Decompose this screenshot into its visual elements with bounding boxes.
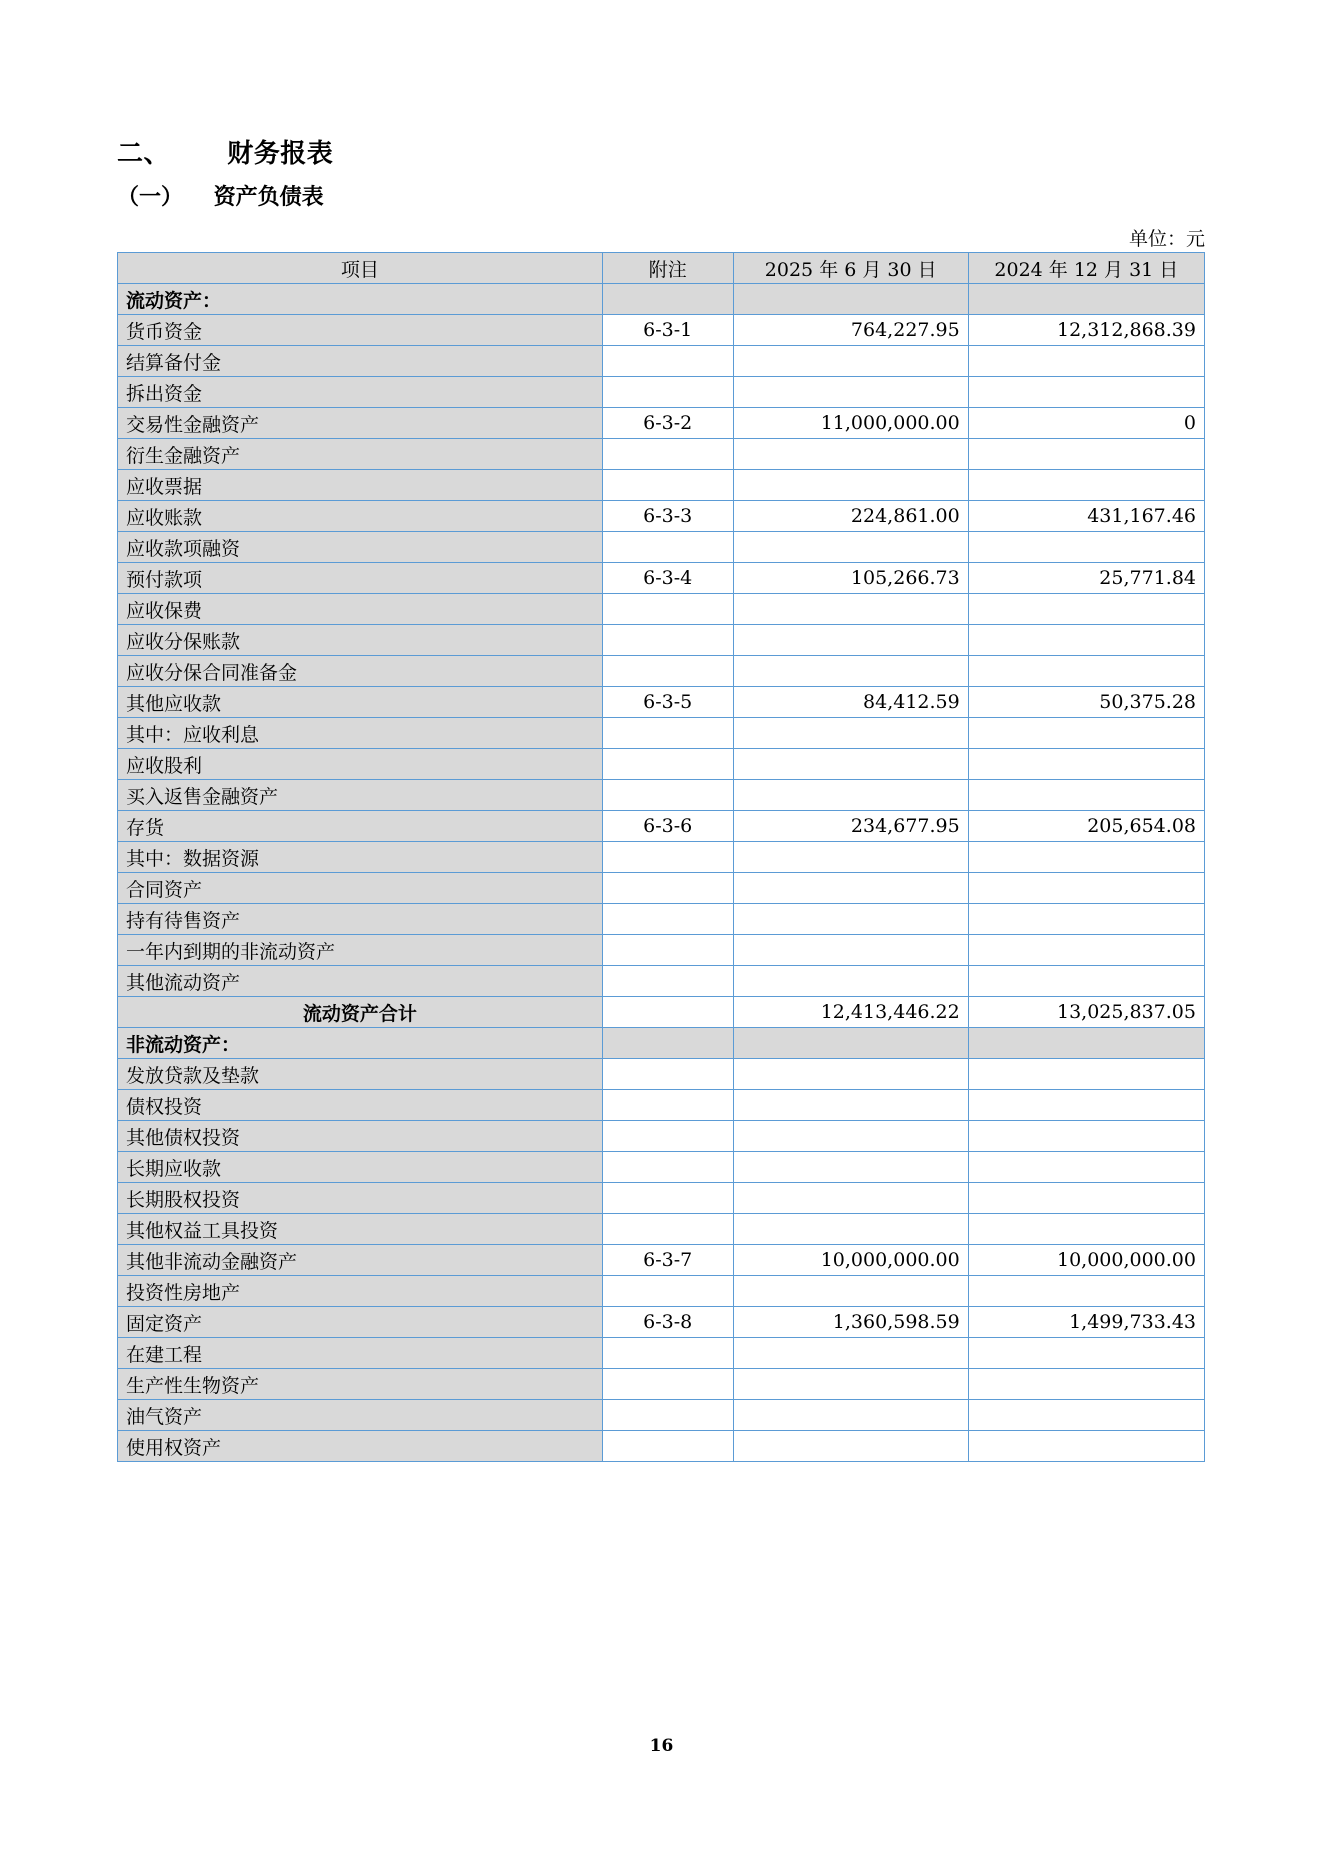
row-note-reference	[602, 470, 733, 501]
row-value-current-period	[733, 1276, 968, 1307]
table-row	[118, 1431, 1205, 1462]
row-value-previous-period	[968, 873, 1204, 904]
row-note-reference	[602, 780, 733, 811]
row-value-current-period	[733, 656, 968, 687]
row-item-label: 其他债权投资	[118, 1121, 603, 1152]
row-note-reference: 6-3-5	[602, 687, 733, 718]
row-item-label: 应收分保账款	[118, 625, 603, 656]
row-note-reference	[602, 1121, 733, 1152]
table-row	[118, 625, 1205, 656]
row-value-current-period	[733, 346, 968, 377]
row-note-reference	[602, 1059, 733, 1090]
row-item-label: 应收股利	[118, 749, 603, 780]
row-item-label: 油气资产	[118, 1400, 603, 1431]
row-note-reference	[602, 718, 733, 749]
row-value-previous-period	[968, 1059, 1204, 1090]
row-item-label: 长期应收款	[118, 1152, 603, 1183]
row-value-current-period	[733, 1028, 968, 1059]
row-value-current-period	[733, 470, 968, 501]
row-note-reference	[602, 1431, 733, 1462]
row-item-label: 在建工程	[118, 1338, 603, 1369]
row-value-previous-period	[968, 842, 1204, 873]
table-row	[118, 470, 1205, 501]
row-item-label: 预付款项	[118, 563, 603, 594]
table-row	[118, 1059, 1205, 1090]
row-value-previous-period	[968, 346, 1204, 377]
table-row	[118, 687, 1205, 718]
table-row	[118, 1369, 1205, 1400]
row-value-current-period	[733, 1431, 968, 1462]
row-value-previous-period	[968, 1400, 1204, 1431]
page-number: 16	[649, 1736, 674, 1756]
row-value-previous-period	[968, 1183, 1204, 1214]
row-note-reference	[602, 377, 733, 408]
row-value-current-period	[733, 842, 968, 873]
row-note-reference: 6-3-4	[602, 563, 733, 594]
row-value-previous-period	[968, 966, 1204, 997]
row-value-previous-period	[968, 625, 1204, 656]
table-row	[118, 563, 1205, 594]
row-item-label: 应收保费	[118, 594, 603, 625]
row-value-previous-period	[968, 439, 1204, 470]
table-row	[118, 315, 1205, 346]
row-value-previous-period	[968, 377, 1204, 408]
row-note-reference	[602, 284, 733, 315]
row-value-current-period	[733, 873, 968, 904]
row-value-previous-period	[968, 780, 1204, 811]
row-item-label: 其中：数据资源	[118, 842, 603, 873]
row-value-current-period	[733, 284, 968, 315]
row-note-reference	[602, 594, 733, 625]
row-value-previous-period	[968, 532, 1204, 563]
row-note-reference	[602, 966, 733, 997]
row-value-previous-period: 13,025,837.05	[968, 997, 1204, 1028]
row-item-label: 流动资产：	[118, 284, 603, 315]
row-note-reference	[602, 1338, 733, 1369]
row-value-current-period	[733, 1338, 968, 1369]
table-row	[118, 749, 1205, 780]
table-row	[118, 904, 1205, 935]
row-note-reference	[602, 532, 733, 563]
row-value-current-period	[733, 1059, 968, 1090]
row-value-previous-period: 0	[968, 408, 1204, 439]
row-value-previous-period: 431,167.46	[968, 501, 1204, 532]
row-item-label: 发放贷款及垫款	[118, 1059, 603, 1090]
row-item-label: 债权投资	[118, 1090, 603, 1121]
row-item-label: 买入返售金融资产	[118, 780, 603, 811]
table-row	[118, 656, 1205, 687]
row-value-previous-period: 25,771.84	[968, 563, 1204, 594]
row-value-current-period	[733, 718, 968, 749]
row-note-reference: 6-3-2	[602, 408, 733, 439]
row-value-current-period: 234,677.95	[733, 811, 968, 842]
row-note-reference	[602, 1090, 733, 1121]
row-value-current-period	[733, 1214, 968, 1245]
row-value-previous-period	[968, 594, 1204, 625]
table-row	[118, 1307, 1205, 1338]
row-value-previous-period	[968, 1276, 1204, 1307]
row-item-label: 生产性生物资产	[118, 1369, 603, 1400]
row-value-current-period	[733, 625, 968, 656]
row-item-label: 固定资产	[118, 1307, 603, 1338]
row-item-label: 应收款项融资	[118, 532, 603, 563]
section-heading: 二、 财务报表	[117, 139, 334, 169]
table-row	[118, 1276, 1205, 1307]
table-row	[118, 377, 1205, 408]
row-note-reference: 6-3-7	[602, 1245, 733, 1276]
row-value-current-period	[733, 377, 968, 408]
row-note-reference	[602, 935, 733, 966]
table-header-row	[118, 253, 1205, 284]
column-header-note: 附注	[602, 253, 733, 284]
table-row	[118, 1090, 1205, 1121]
row-value-current-period	[733, 966, 968, 997]
table-row	[118, 1338, 1205, 1369]
row-note-reference	[602, 842, 733, 873]
table-row	[118, 966, 1205, 997]
row-item-label: 结算备付金	[118, 346, 603, 377]
row-note-reference	[602, 904, 733, 935]
row-value-current-period	[733, 1121, 968, 1152]
row-item-label: 应收账款	[118, 501, 603, 532]
row-note-reference: 6-3-6	[602, 811, 733, 842]
row-value-current-period: 11,000,000.00	[733, 408, 968, 439]
table-row	[118, 1152, 1205, 1183]
row-note-reference	[602, 873, 733, 904]
row-value-previous-period	[968, 935, 1204, 966]
row-value-previous-period	[968, 1028, 1204, 1059]
table-row	[118, 935, 1205, 966]
section-header-row	[118, 284, 1205, 315]
row-value-current-period	[733, 532, 968, 563]
row-item-label: 使用权资产	[118, 1431, 603, 1462]
row-note-reference	[602, 625, 733, 656]
row-note-reference	[602, 439, 733, 470]
row-item-label: 一年内到期的非流动资产	[118, 935, 603, 966]
row-value-previous-period	[968, 1152, 1204, 1183]
row-value-previous-period: 50,375.28	[968, 687, 1204, 718]
row-value-current-period	[733, 1183, 968, 1214]
row-item-label: 长期股权投资	[118, 1183, 603, 1214]
row-note-reference	[602, 1276, 733, 1307]
row-item-label: 其他流动资产	[118, 966, 603, 997]
row-note-reference	[602, 1152, 733, 1183]
row-note-reference	[602, 749, 733, 780]
subsection-heading: （一） 资产负债表	[117, 184, 324, 210]
row-value-current-period: 10,000,000.00	[733, 1245, 968, 1276]
row-item-label: 其他权益工具投资	[118, 1214, 603, 1245]
total-row	[118, 997, 1205, 1028]
column-header-previous-period: 2024 年 12 月 31 日	[968, 253, 1204, 284]
row-value-current-period	[733, 1152, 968, 1183]
row-item-label: 投资性房地产	[118, 1276, 603, 1307]
unit-note: 单位：元	[1128, 228, 1205, 250]
table-row	[118, 1245, 1205, 1276]
row-item-label: 持有待售资产	[118, 904, 603, 935]
row-note-reference	[602, 1214, 733, 1245]
table-row	[118, 780, 1205, 811]
row-note-reference	[602, 1400, 733, 1431]
row-item-label: 应收票据	[118, 470, 603, 501]
row-value-previous-period	[968, 1338, 1204, 1369]
row-note-reference: 6-3-8	[602, 1307, 733, 1338]
table-row	[118, 1214, 1205, 1245]
row-value-current-period: 12,413,446.22	[733, 997, 968, 1028]
row-item-label: 其他应收款	[118, 687, 603, 718]
row-note-reference	[602, 997, 733, 1028]
table-row	[118, 1183, 1205, 1214]
row-note-reference: 6-3-1	[602, 315, 733, 346]
row-value-previous-period: 1,499,733.43	[968, 1307, 1204, 1338]
balance-sheet-table	[117, 252, 1205, 1462]
row-item-label: 其中：应收利息	[118, 718, 603, 749]
row-item-label: 其他非流动金融资产	[118, 1245, 603, 1276]
table-row	[118, 408, 1205, 439]
row-value-current-period	[733, 1090, 968, 1121]
column-header-item: 项目	[118, 253, 603, 284]
table-row	[118, 532, 1205, 563]
row-value-current-period	[733, 904, 968, 935]
row-item-label: 衍生金融资产	[118, 439, 603, 470]
row-note-reference	[602, 346, 733, 377]
row-value-current-period: 224,861.00	[733, 501, 968, 532]
row-value-current-period	[733, 780, 968, 811]
table-row	[118, 873, 1205, 904]
row-value-previous-period: 10,000,000.00	[968, 1245, 1204, 1276]
row-item-label: 非流动资产：	[118, 1028, 603, 1059]
row-value-previous-period	[968, 1090, 1204, 1121]
row-value-previous-period: 205,654.08	[968, 811, 1204, 842]
table-row	[118, 718, 1205, 749]
row-value-previous-period	[968, 749, 1204, 780]
row-value-previous-period	[968, 904, 1204, 935]
table-row	[118, 842, 1205, 873]
row-value-current-period	[733, 1369, 968, 1400]
table-row	[118, 594, 1205, 625]
row-item-label: 拆出资金	[118, 377, 603, 408]
row-note-reference	[602, 1028, 733, 1059]
table-row	[118, 346, 1205, 377]
row-value-previous-period: 12,312,868.39	[968, 315, 1204, 346]
column-header-current-period: 2025 年 6 月 30 日	[733, 253, 968, 284]
row-item-label: 货币资金	[118, 315, 603, 346]
row-value-previous-period	[968, 718, 1204, 749]
row-note-reference	[602, 1369, 733, 1400]
row-value-current-period	[733, 594, 968, 625]
row-item-label: 流动资产合计	[118, 997, 603, 1028]
row-value-previous-period	[968, 656, 1204, 687]
row-item-label: 交易性金融资产	[118, 408, 603, 439]
table-row	[118, 439, 1205, 470]
row-value-previous-period	[968, 1431, 1204, 1462]
table-row	[118, 1400, 1205, 1431]
row-value-previous-period	[968, 1369, 1204, 1400]
row-value-current-period	[733, 935, 968, 966]
row-value-previous-period	[968, 284, 1204, 315]
row-value-current-period	[733, 1400, 968, 1431]
row-value-current-period: 764,227.95	[733, 315, 968, 346]
table-row	[118, 501, 1205, 532]
row-value-previous-period	[968, 1214, 1204, 1245]
row-item-label: 合同资产	[118, 873, 603, 904]
row-value-current-period: 84,412.59	[733, 687, 968, 718]
table-row	[118, 811, 1205, 842]
section-header-row	[118, 1028, 1205, 1059]
row-note-reference	[602, 656, 733, 687]
row-value-current-period	[733, 749, 968, 780]
row-value-previous-period	[968, 470, 1204, 501]
row-item-label: 存货	[118, 811, 603, 842]
table-row	[118, 1121, 1205, 1152]
row-value-current-period: 1,360,598.59	[733, 1307, 968, 1338]
row-value-previous-period	[968, 1121, 1204, 1152]
row-value-current-period	[733, 439, 968, 470]
row-note-reference: 6-3-3	[602, 501, 733, 532]
row-value-current-period: 105,266.73	[733, 563, 968, 594]
row-item-label: 应收分保合同准备金	[118, 656, 603, 687]
row-note-reference	[602, 1183, 733, 1214]
